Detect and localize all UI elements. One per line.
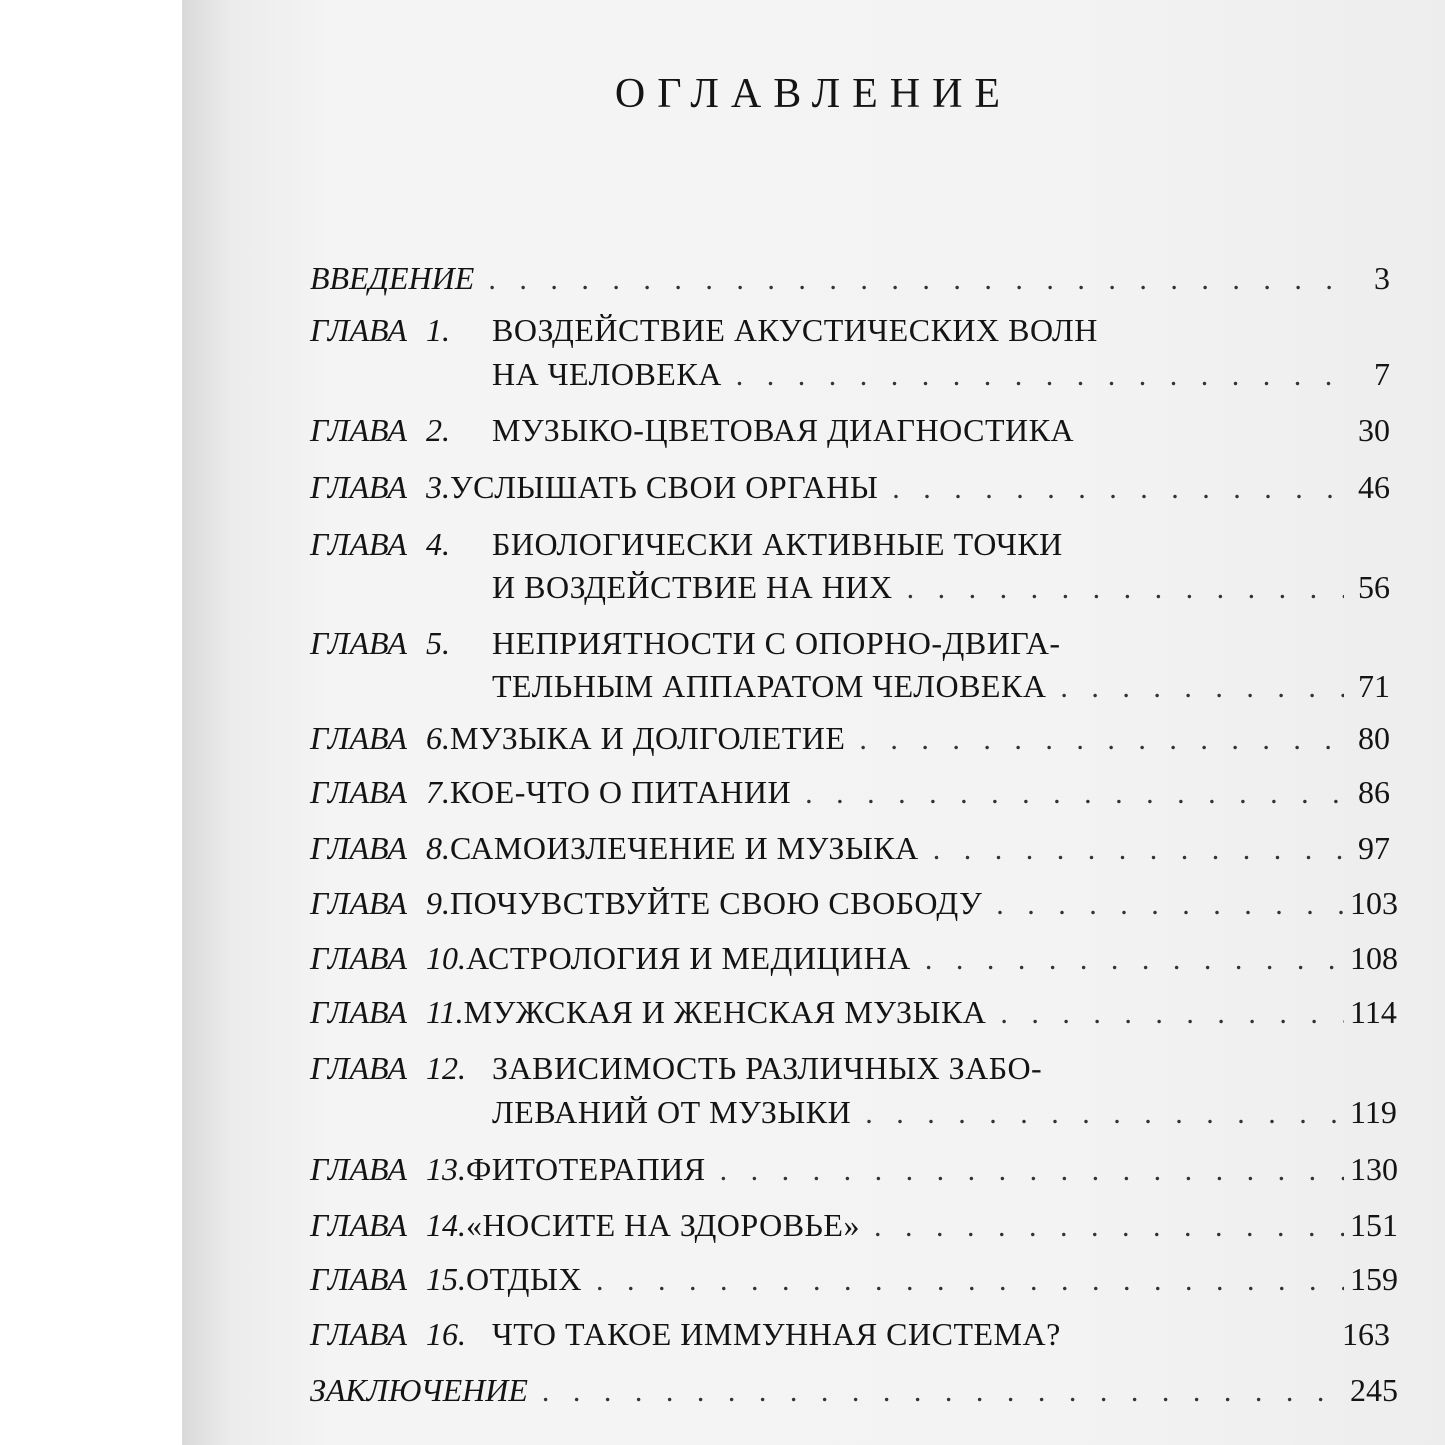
toc-entry-chapter-3 [310, 461, 1390, 513]
chapter-label: ГЛАВА 12. [310, 1050, 466, 1086]
leader-dots [596, 1255, 1344, 1307]
leader-dots [865, 1088, 1344, 1140]
leader-dots [892, 463, 1344, 515]
page-number: 46 [1358, 469, 1390, 505]
page-number: 114 [1350, 994, 1397, 1030]
leader-dots [488, 254, 1344, 306]
chapter-title-line2: ТЕЛЬНЫМ АППАРАТОМ ЧЕЛОВЕКА [492, 668, 1047, 704]
toc-entry-chapter-2 [310, 404, 1390, 456]
page-number: 159 [1350, 1261, 1398, 1297]
book-page [182, 0, 1445, 1445]
toc-entry-chapter-15 [310, 1253, 1398, 1305]
chapter-title: НЕПРИЯТНОСТИ С ОПОРНО-ДВИГА- [492, 625, 1061, 661]
page-number: 108 [1350, 940, 1398, 976]
chapter-title: МУЖСКАЯ И ЖЕНСКАЯ МУЗЫКА [463, 994, 987, 1030]
page-number: 103 [1350, 885, 1398, 921]
toc-entry-chapter-11 [310, 986, 1397, 1038]
page-number: 86 [1358, 774, 1390, 810]
chapter-title: ПОЧУВСТВУЙТЕ СВОЮ СВОБОДУ [450, 885, 983, 921]
chapter-label: ГЛАВА 7. [310, 774, 450, 810]
page-number: 30 [1358, 412, 1390, 448]
leader-dots [907, 563, 1344, 615]
entry-label: ВВЕДЕНИЕ [310, 260, 475, 296]
chapter-title-line2: ЛЕВАНИЙ ОТ МУЗЫКИ [492, 1094, 852, 1130]
toc-entry-chapter-8 [310, 822, 1390, 874]
chapter-label: ГЛАВА 3. [310, 469, 450, 505]
chapter-label: ГЛАВА 14. [310, 1207, 466, 1243]
chapter-title: «НОСИТЕ НА ЗДОРОВЬЕ» [466, 1207, 860, 1243]
chapter-label: ГЛАВА 2. [310, 412, 450, 448]
toc-entry-chapter-7 [310, 766, 1390, 818]
toc-entry-chapter-9 [310, 877, 1398, 929]
chapter-title: ФИТОТЕРАПИЯ [466, 1151, 706, 1187]
page-number: 7 [1374, 356, 1390, 392]
toc-entry-chapter-5-continued [492, 660, 1390, 712]
chapter-label: ГЛАВА 6. [310, 720, 450, 756]
page-number: 71 [1358, 668, 1390, 704]
leader-dots [1060, 662, 1344, 714]
chapter-label: ГЛАВА 10. [310, 940, 466, 976]
page-number: 119 [1350, 1094, 1397, 1130]
chapter-title-line2: И ВОЗДЕЙСТВИЕ НА НИХ [492, 569, 893, 605]
chapter-title: ЧТО ТАКОЕ ИММУННАЯ СИСТЕМА? [492, 1316, 1061, 1352]
page-title: ОГЛАВЛЕНИЕ [614, 71, 1013, 117]
chapter-title: УСЛЫШАТЬ СВОИ ОРГАНЫ [450, 469, 879, 505]
leader-dots [542, 1366, 1344, 1418]
page-number: 151 [1350, 1207, 1398, 1243]
chapter-label: ГЛАВА 8. [310, 830, 450, 866]
leader-dots [720, 1145, 1344, 1197]
leader-dots [925, 934, 1344, 986]
chapter-title: ВОЗДЕЙСТВИЕ АКУСТИЧЕСКИХ ВОЛН [492, 312, 1098, 348]
chapter-title: ОТДЫХ [466, 1261, 582, 1297]
leader-dots [874, 1201, 1344, 1253]
chapter-label: ГЛАВА 13. [310, 1151, 466, 1187]
leader-dots [996, 879, 1344, 931]
chapter-title: ЗАВИСИМОСТЬ РАЗЛИЧНЫХ ЗАБО- [492, 1050, 1043, 1086]
chapter-label: ГЛАВА 16. [310, 1316, 466, 1352]
page-number: 3 [1374, 260, 1390, 296]
toc-entry-chapter-10 [310, 932, 1398, 984]
chapter-label: ГЛАВА 1. [310, 312, 450, 348]
chapter-title: МУЗЫКА И ДОЛГОЛЕТИЕ [450, 720, 846, 756]
chapter-label: ГЛАВА 11. [310, 994, 464, 1030]
toc-entry-chapter-13 [310, 1143, 1398, 1195]
toc-entry-chapter-12-continued [492, 1086, 1397, 1138]
leader-dots [933, 824, 1344, 876]
chapter-title-line2: НА ЧЕЛОВЕКА [492, 356, 722, 392]
chapter-label: ГЛАВА 5. [310, 625, 450, 661]
entry-label: ЗАКЛЮЧЕНИЕ [310, 1372, 528, 1408]
chapter-label: ГЛАВА 4. [310, 526, 450, 562]
toc-entry-chapter-14 [310, 1199, 1398, 1251]
chapter-title: САМОИЗЛЕЧЕНИЕ И МУЗЫКА [450, 830, 919, 866]
toc-entry-chapter-6 [310, 712, 1390, 764]
table-of-contents [182, 0, 1445, 1445]
chapter-title: АСТРОЛОГИЯ И МЕДИЦИНА [466, 940, 911, 976]
page-number: 80 [1358, 720, 1390, 756]
toc-entry-introduction [310, 252, 1390, 304]
toc-entry-conclusion [310, 1364, 1398, 1416]
chapter-label: ГЛАВА 9. [310, 885, 450, 921]
page-number: 130 [1350, 1151, 1398, 1187]
toc-entry-chapter-16 [310, 1308, 1390, 1360]
toc-entry-chapter-1-continued [492, 348, 1390, 400]
page-number: 245 [1350, 1372, 1398, 1408]
page-number: 97 [1358, 830, 1390, 866]
page-number: 163 [1342, 1316, 1390, 1352]
leader-dots [736, 350, 1344, 402]
leader-dots [1000, 988, 1344, 1040]
toc-entry-chapter-4-continued [492, 561, 1390, 613]
chapter-title: КОЕ-ЧТО О ПИТАНИИ [450, 774, 792, 810]
chapter-title: МУЗЫКО-ЦВЕТОВАЯ ДИАГНОСТИКА [492, 412, 1075, 448]
chapter-label: ГЛАВА 15. [310, 1261, 466, 1297]
leader-dots [805, 768, 1344, 820]
leader-dots [859, 714, 1344, 766]
page-number: 56 [1358, 569, 1390, 605]
chapter-title: БИОЛОГИЧЕСКИ АКТИВНЫЕ ТОЧКИ [492, 526, 1063, 562]
